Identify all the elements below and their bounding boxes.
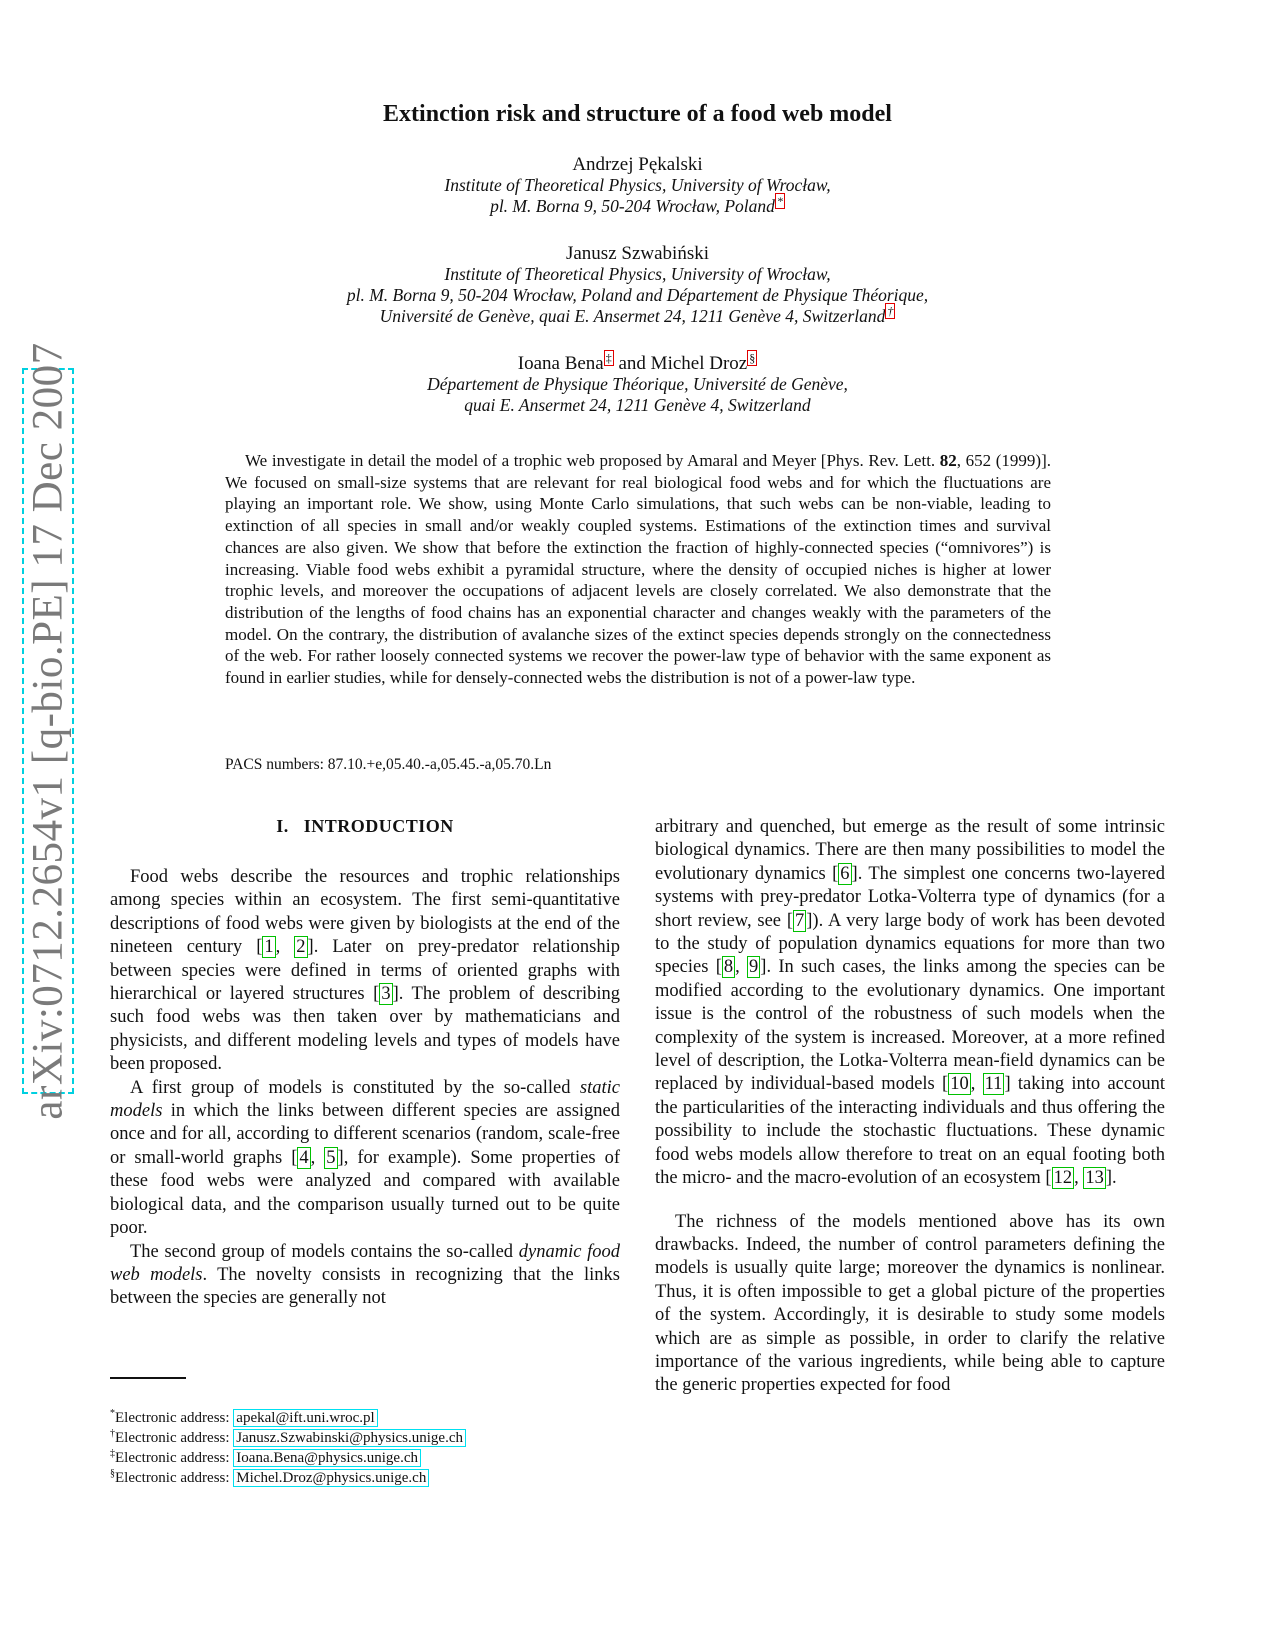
author-affiliation: pl. M. Borna 9, 50-204 Wrocław, Poland and Département de Physique Théorique,	[346, 285, 929, 305]
author-name: Janusz Szwabiński	[565, 243, 709, 264]
citation-link[interactable]: 8	[723, 957, 734, 978]
paragraph: A first group of models is constituted by the so-called static models in which the links between different species are assigned once and for all, according to different scenarios (random, scale-free or small-world graphs [ 4 , 5 ], for example). Some properties of these food webs were analyzed and compared with available biological data, and the comparison usually turned out to be quite poor.	[110, 1077, 620, 1239]
citation-link[interactable]: 12	[1053, 1168, 1073, 1189]
citation-link[interactable]: 7	[795, 910, 805, 931]
citation-link[interactable]: 10	[950, 1074, 969, 1095]
email-link[interactable]: apekal@ift.uni.wroc.pl	[233, 1409, 377, 1427]
author-affiliation: pl. M. Borna 9, 50-204 Wrocław, Poland *	[490, 194, 783, 216]
author-block-2	[0, 243, 1275, 327]
section-heading: I. INTRODUCTION	[276, 816, 454, 836]
footnote-divider	[110, 1377, 186, 1379]
citation-link[interactable]: 11	[984, 1074, 1003, 1095]
citation-link[interactable]: 6	[840, 863, 850, 884]
author-affiliation: Institute of Theoretical Physics, University of Wrocław,	[444, 264, 831, 284]
paragraph: Food webs describe the resources and trophic relationships among species within an ecosystem. The first semi-quantitative descriptions of food webs were given by biologists at the end of the nineteen century [ 1 , 2 ]. Later on prey-predator relationship between species were defined in terms of oriented graphs with hierarchical or layered structures [ 3 ]. The problem of describing such food webs was then taken over by mathematicians and physicists, and different modeling levels and types of models have been proposed.	[110, 867, 621, 1075]
footnote: *Electronic address: apekal@ift.uni.wroc.pl	[110, 1408, 466, 1428]
pacs-numbers: PACS numbers: 87.10.+e,05.40.-a,05.45.-a,05.70.Ln	[225, 756, 552, 773]
left-column	[110, 866, 620, 1311]
paragraph: arbitrary and quenched, but emerge as the result of some intrinsic biological dynamics. There are then many possibilities to model the evolutionary dynamics [ 6 ]. The simplest one concerns two-layered systems with prey-predator Lotka-Volterra type of dynamics (for a short review, see [ 7 ]). A very large body of work has been devoted to the study of population dynamics equations for more than two species [ 8 , 9 ]. In such cases, the links among the species can be modified according to the evolutionary dynamics. One important issue is the control of the robustness of such models when the complexity of the system is increased. Moreover, at a more refined level of description, the Lotka-Volterra mean-field dynamics can be replaced by individual-based models [ 10 , 11 ] taking into account the particularities of the interacting individuals and thus offering the possibility to include the stochastic fluctuations. These dynamic food webs models allow therefore to treat on an equal footing both the micro- and the macro-evolution of an ecosystem [ 12 , 13 ].	[655, 817, 1166, 1189]
citation-link[interactable]: 9	[749, 957, 759, 978]
email-link[interactable]: Michel.Droz@physics.unige.ch	[233, 1469, 429, 1487]
citation-link[interactable]: 3	[381, 984, 391, 1005]
citation-link[interactable]: 5	[326, 1147, 336, 1168]
author-affiliation: Institute of Theoretical Physics, University of Wrocław,	[444, 175, 831, 195]
footnote-link[interactable]: †	[887, 304, 894, 319]
paragraph: The richness of the models mentioned above has its own drawbacks. Indeed, the number of control parameters defining the models is usually quite large; moreover the dynamics is nonlinear. Thus, it is often impossible to get a global picture of the properties of the system. Accordingly, it is desirable to study some models which are as simple as possible, in order to clarify the relative importance of the various ingredients, while being able to capture the generic properties expected for food	[655, 1211, 1165, 1396]
email-link[interactable]: Janusz.Szwabinski@physics.unige.ch	[233, 1429, 466, 1447]
citation-link[interactable]: 4	[299, 1147, 309, 1168]
abstract: We investigate in detail the model of a trophic web proposed by Amaral and Meyer [Phys. Rev. Lett. 82, 652 (1999)]. We focused on small-size systems that are relevant for real biological food webs and for which the fluctuations are playing an important role. We show, using Monte Carlo simulations, that such webs can be non-viable, leading to extinction of all species in small and/or weakly coupled systems. Estimations of the extinction times and survival chances are also given. We show that before the extinction the fraction of highly-connected species (“omnivores”) is increasing. Viable food webs exhibit a pyramidal structure, where the density of occupied niches is higher at lower trophic levels, and moreover the occupations of adjacent levels are closely correlated. We also demonstrate that the distribution of the lengths of food chains has an exponential character and changes weakly with the parameters of the model. On the contrary, the distribution of avalanche sizes of the extinct species depends strongly on the connectedness of the web. For rather loosely connected systems we recover the power-law type of behavior with the same exponent as found in earlier studies, while for densely-connected webs the distribution is not of a power-law type.	[225, 451, 1051, 688]
footnote: †Electronic address: Janusz.Szwabinski@physics.unige.ch	[110, 1428, 466, 1448]
paragraph: The second group of models contains the so-called dynamic food web models. The novelty consists in recognizing that the links between the species are generally not	[110, 1241, 621, 1309]
citation-link[interactable]: 13	[1085, 1168, 1104, 1189]
author-name: Andrzej Pękalski	[572, 154, 703, 175]
footnote-link[interactable]: ‡	[605, 350, 612, 365]
footnote: ‡Electronic address: Ioana.Bena@physics.unige.ch	[110, 1448, 466, 1468]
author-names: Ioana Bena ‡ and Michel Droz §	[517, 350, 756, 374]
citation-link[interactable]: 1	[264, 937, 274, 958]
author-affiliation: Département de Physique Théorique, Université de Genève,	[427, 374, 848, 394]
arxiv-stamp[interactable]	[22, 342, 74, 1120]
footnote-link[interactable]: *	[776, 194, 783, 209]
author-block-1	[0, 154, 1275, 217]
paper-title: Extinction risk and structure of a food web model	[383, 101, 892, 127]
citation-link[interactable]: 2	[296, 937, 306, 958]
right-column	[655, 816, 1165, 1398]
author-block-3	[0, 350, 1275, 416]
author-affiliation: quai E. Ansermet 24, 1211 Genève 4, Switzerland	[464, 395, 811, 415]
arxiv-stamp-text: arXiv:0712.2654v1 [q-bio.PE] 17 Dec 2007	[24, 342, 72, 1120]
author-affiliation: Université de Genève, quai E. Ansermet 24, 1211 Genève 4, Switzerland †	[379, 304, 894, 326]
footnote-link[interactable]: §	[749, 350, 756, 365]
email-link[interactable]: Ioana.Bena@physics.unige.ch	[233, 1449, 421, 1467]
footnote: §Electronic address: Michel.Droz@physics.unige.ch	[110, 1468, 466, 1488]
footnotes	[110, 1408, 466, 1488]
